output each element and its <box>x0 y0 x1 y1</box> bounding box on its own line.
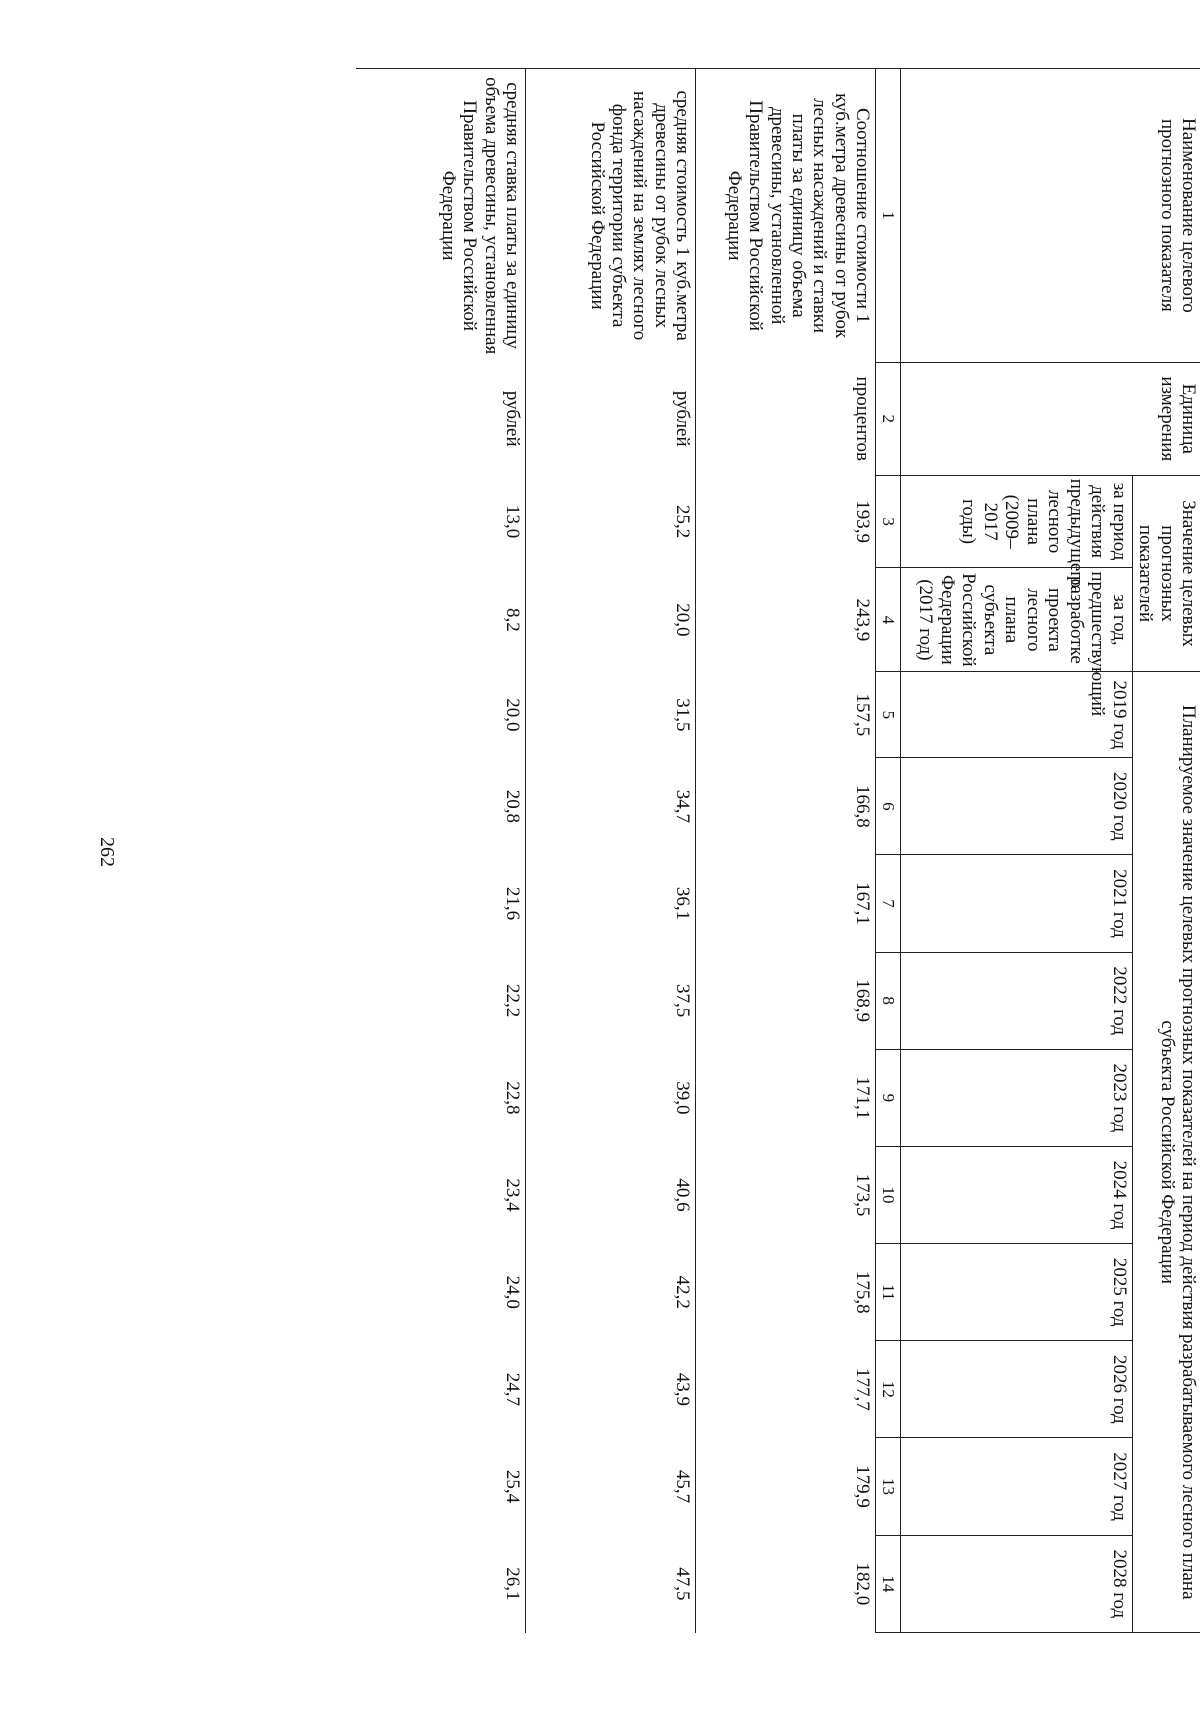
row-unit: рублей <box>526 362 696 475</box>
row-name: средняя ставка платы за единицу объема древесины, установленная Правительством Российской Федерации <box>356 69 526 363</box>
row-value: 193,9 <box>696 475 876 568</box>
column-number: 6 <box>876 758 900 855</box>
column-number: 12 <box>876 1341 900 1438</box>
row-value: 36,1 <box>526 855 696 952</box>
page-number: 262 <box>96 837 118 867</box>
column-number: 9 <box>876 1049 900 1146</box>
column-number: 5 <box>876 672 900 758</box>
row-value: 243,9 <box>696 568 876 672</box>
column-number: 11 <box>876 1244 900 1341</box>
row-value: 24,0 <box>356 1244 526 1341</box>
row-value: 26,1 <box>356 1535 526 1632</box>
header-prev-period: за период действия предыдущего лесного плана (2009–2017 годы) <box>900 475 1132 568</box>
row-value: 182,0 <box>696 1535 876 1632</box>
row-value: 173,5 <box>696 1146 876 1243</box>
header-year-2023: 2023 год <box>900 1049 1132 1146</box>
row-value: 23,4 <box>356 1146 526 1243</box>
column-number: 2 <box>876 362 900 475</box>
row-value: 179,9 <box>696 1438 876 1535</box>
header-year-2019: 2019 год <box>900 672 1132 758</box>
row-unit: рублей <box>356 362 526 475</box>
column-number: 8 <box>876 952 900 1049</box>
row-unit: процентов <box>696 362 876 475</box>
row-value: 24,7 <box>356 1341 526 1438</box>
row-value: 168,9 <box>696 952 876 1049</box>
row-name: Соотношение стоимости 1 куб.метра древесины от рубок лесных насаждений и ставки платы за единицу объема древесины, установленной Правительством Российской Федерации <box>696 69 876 363</box>
indicators-table <box>356 68 1200 1633</box>
column-number: 10 <box>876 1146 900 1243</box>
row-value: 25,4 <box>356 1438 526 1535</box>
row-value: 22,8 <box>356 1049 526 1146</box>
row-name: средняя стоимость 1 куб.метра древесины от рубок лесных насаждений на землях лесного фонда территории субъекта Российской Федерации <box>526 69 696 363</box>
header-prev-year: за год, предшествующий разработке проекта лесного плана субъекта Российской Федерации (2017 год) <box>900 568 1132 672</box>
column-number: 7 <box>876 855 900 952</box>
row-value: 175,8 <box>696 1244 876 1341</box>
row-value: 40,6 <box>526 1146 696 1243</box>
header-year-2028: 2028 год <box>900 1535 1132 1632</box>
row-value: 20,0 <box>526 568 696 672</box>
header-year-2025: 2025 год <box>900 1244 1132 1341</box>
header-value-group: Значение целевых прогнозных показателей <box>1132 475 1200 672</box>
column-number: 14 <box>876 1535 900 1632</box>
row-value: 157,5 <box>696 672 876 758</box>
row-value: 45,7 <box>526 1438 696 1535</box>
header-name: Наименование целевого прогнозного показателя <box>900 69 1200 363</box>
header-year-2022: 2022 год <box>900 952 1132 1049</box>
row-value: 20,8 <box>356 758 526 855</box>
table-row <box>526 69 696 1633</box>
header-year-2026: 2026 год <box>900 1341 1132 1438</box>
row-value: 39,0 <box>526 1049 696 1146</box>
row-value: 25,2 <box>526 475 696 568</box>
header-year-2027: 2027 год <box>900 1438 1132 1535</box>
header-year-2021: 2021 год <box>900 855 1132 952</box>
row-value: 34,7 <box>526 758 696 855</box>
column-number: 4 <box>876 568 900 672</box>
row-value: 171,1 <box>696 1049 876 1146</box>
table-row <box>696 69 876 1633</box>
row-value: 22,2 <box>356 952 526 1049</box>
row-value: 47,5 <box>526 1535 696 1632</box>
row-value: 177,7 <box>696 1341 876 1438</box>
column-number: 1 <box>876 69 900 363</box>
row-value: 21,6 <box>356 855 526 952</box>
table-row <box>356 69 526 1633</box>
row-value: 42,2 <box>526 1244 696 1341</box>
header-unit: Единица измерения <box>900 362 1200 475</box>
row-value: 31,5 <box>526 672 696 758</box>
column-number: 3 <box>876 475 900 568</box>
row-value: 43,9 <box>526 1341 696 1438</box>
header-year-2020: 2020 год <box>900 758 1132 855</box>
row-value: 166,8 <box>696 758 876 855</box>
header-row-1 <box>1132 69 1200 1633</box>
header-year-2024: 2024 год <box>900 1146 1132 1243</box>
row-value: 8,2 <box>356 568 526 672</box>
column-number-row <box>876 69 900 1633</box>
row-value: 37,5 <box>526 952 696 1049</box>
row-value: 167,1 <box>696 855 876 952</box>
column-number: 13 <box>876 1438 900 1535</box>
row-value: 20,0 <box>356 672 526 758</box>
row-value: 13,0 <box>356 475 526 568</box>
header-planned-group: Планируемое значение целевых прогнозных показателей на период действия разрабатываемого лесного плана субъекта Российской Федерации <box>1132 672 1200 1633</box>
rotated-table-container <box>142 68 1200 1638</box>
